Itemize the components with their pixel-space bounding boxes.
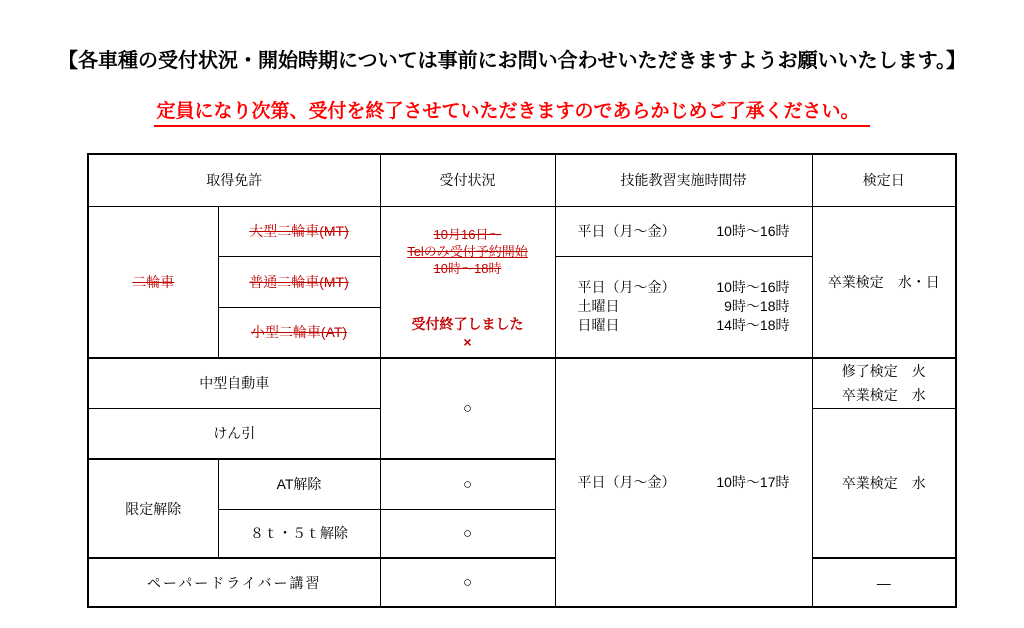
schedule-time: 9時～18時 — [724, 298, 790, 315]
status-tel-line: Telのみ受付予約開始 — [407, 243, 528, 259]
cell-status-at-release — [380, 459, 555, 509]
small-motorcycle-label: 小型二輪車(AT) — [250, 324, 348, 341]
status-open-mark: ○ — [462, 524, 473, 542]
capacity-warning — [0, 96, 1024, 127]
cell-small-motorcycle-at — [218, 307, 380, 358]
cell-status-t85-release — [380, 509, 555, 558]
schedule-day-label: 日曜日 — [577, 317, 620, 334]
cell-motorcycle-exam-day: 卒業検定 水・日 — [812, 206, 956, 358]
schedule-time: 10時～16時 — [716, 222, 790, 239]
schedule-day-label: 平日（月～金） — [577, 279, 676, 296]
table-row — [88, 558, 956, 607]
motorcycle-status-block — [381, 213, 555, 351]
status-open-mark: ○ — [462, 400, 473, 417]
cell-paper-driver: ペーパードライバー講習 — [88, 558, 380, 607]
col-header-status: 受付状況 — [380, 154, 555, 206]
cell-normal-motorcycle-mt — [218, 256, 380, 307]
normal-motorcycle-label: 普通二輪車(MT) — [249, 273, 349, 290]
cell-paper-driver-exam-day: ― — [812, 558, 956, 607]
status-closed-mark: × — [463, 333, 472, 350]
acceptance-status-table — [87, 153, 957, 608]
cell-motorcycle-status — [380, 206, 555, 358]
cell-schedule-normal-small — [555, 256, 812, 358]
cell-medium-truck: 中型自動車 — [88, 358, 380, 408]
status-open-mark: ○ — [462, 475, 473, 493]
cell-status-medium-towing — [380, 358, 555, 459]
schedule-time: 10時～16時 — [716, 279, 790, 296]
status-date-line: 10月16日～ — [433, 226, 502, 242]
motorcycle-group-label: 二輪車 — [132, 273, 175, 290]
status-hours-line: 10時～18時 — [433, 260, 502, 276]
cell-motorcycle-group — [88, 206, 218, 358]
cell-large-motorcycle-mt — [218, 206, 380, 256]
status-spacer — [381, 277, 555, 315]
cell-t85-release: ８ｔ・５ｔ解除 — [218, 509, 380, 558]
cell-at-release: AT解除 — [218, 459, 380, 509]
schedule-day-label: 土曜日 — [577, 298, 620, 315]
cell-restriction-group: 限定解除 — [88, 459, 218, 558]
col-header-license: 取得免許 — [88, 154, 380, 206]
large-motorcycle-label: 大型二輪車(MT) — [249, 223, 349, 239]
schedule-day-label: 平日（月～金） — [577, 222, 676, 239]
status-closed-text: 受付終了しました — [411, 315, 524, 332]
cell-medium-truck-exam-day — [812, 358, 956, 408]
cell-schedule-lower — [555, 358, 812, 607]
table-row — [88, 358, 956, 408]
status-open-mark: ○ — [462, 574, 473, 591]
table-header-row — [88, 154, 956, 206]
schedule-day-label: 平日（月～金） — [577, 474, 676, 490]
col-header-exam-day: 検定日 — [812, 154, 956, 206]
medium-truck-exam-line1: 修了検定 火 — [841, 363, 926, 380]
table-row — [88, 206, 956, 256]
schedule-time: 14時～18時 — [716, 317, 790, 334]
col-header-schedule: 技能教習実施時間帯 — [555, 154, 812, 206]
cell-status-paper-driver — [380, 558, 555, 607]
schedule-time: 10時～17時 — [716, 474, 790, 490]
cell-towing: けん引 — [88, 408, 380, 459]
cell-schedule-large-mt — [555, 206, 812, 256]
notice-title: 【各車種の受付状況・開始時期については事前にお問い合わせいただきますようお願いいたします。】 — [58, 50, 966, 72]
cell-lower-exam-day: 卒業検定 水 — [812, 408, 956, 558]
capacity-warning-text: 定員になり次第、受付を終了させていただきますのであらかじめご了承ください。 — [154, 96, 869, 127]
medium-truck-exam-line2: 卒業検定 水 — [841, 387, 926, 404]
